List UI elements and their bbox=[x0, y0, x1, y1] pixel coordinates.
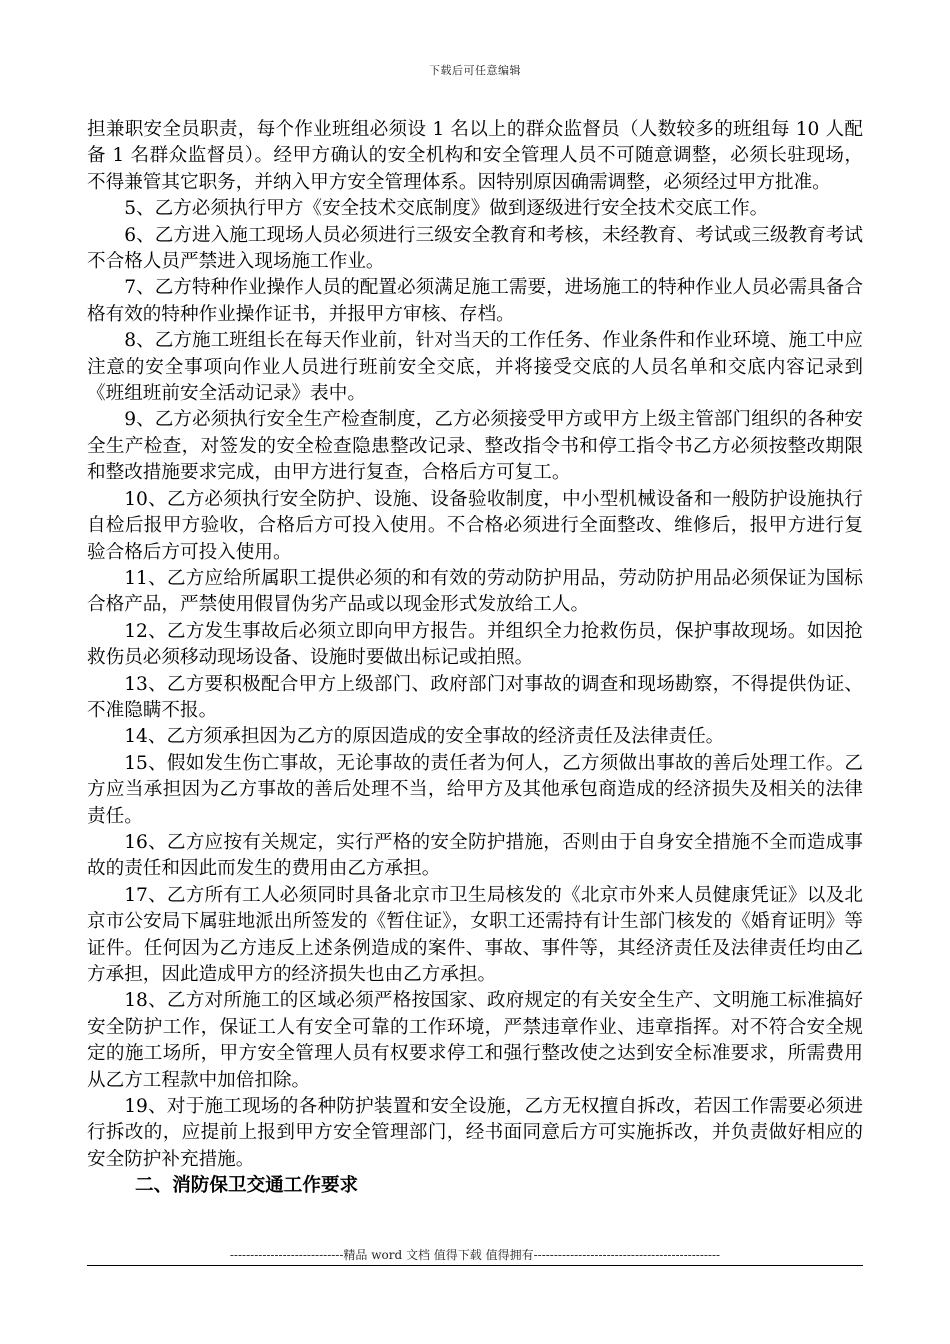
paragraph-item-8: 8、乙方施工班组长在每天作业前，针对当天的工作任务、作业条件和作业环境、施工中应注意的安全事项向作业人员进行班前安全交底，并将接受交底的人员名单和交底内容记录到《班组班前安全活动记录》表中。 bbox=[87, 330, 863, 405]
paragraph-item-14: 14、乙方须承担因为乙方的原因造成的安全事故的经济责任及法律责任。 bbox=[124, 726, 725, 748]
footer-rule bbox=[87, 1265, 863, 1266]
paragraph-item-15: 15、假如发生伤亡事故，无论事故的责任者为何人，乙方须做出事故的善后处理工作。乙方应当承担因为乙方事故的善后处理不当，给甲方及其他承包商造成的经济损失及相关的法律责任。 bbox=[87, 752, 863, 827]
paragraph-item-7: 7、乙方特种作业操作人员的配置必须满足施工需要，进场施工的特种作业人员必需具备合格有效的特种作业操作证书，并报甲方审核、存档。 bbox=[87, 277, 863, 325]
paragraph-item-19: 19、对于施工现场的各种防护装置和安全设施，乙方无权擅自拆改，若因工作需要必须进行拆改的，应提前上报到甲方安全管理部门，经书面同意后方可实施拆改，并负责做好相应的安全防护补充措施。 bbox=[87, 1096, 863, 1170]
paragraph-item-6: 6、乙方进入施工现场人员必须进行三级安全教育和考核，未经教育、考试或三级教育考试不合格人员严禁进入现场施工作业。 bbox=[87, 224, 863, 273]
document-body bbox=[87, 117, 863, 1200]
paragraph-continuation: 担兼职安全员职责，每个作业班组必须设 1 名以上的群众监督员（人数较多的班组每 10 人配备 1 名群众监督员）。经甲方确认的安全机构和安全管理人员不可随意调整，必须长驻现场，不得兼管其它职务，并纳入甲方安全管理体系。因特别原因确需调整，必须经过甲方批准。 bbox=[87, 119, 863, 193]
paragraph-item-12: 12、乙方发生事故后必须立即向甲方报告。并组织全力抢救伤员，保护事故现场。如因抢救伤员必须移动现场设备、设施时要做出标记或拍照。 bbox=[87, 620, 863, 669]
paragraph-item-16: 16、乙方应按有关规定，实行严格的安全防护措施，否则由于自身安全措施不全而造成事故的责任和因此而发生的费用由乙方承担。 bbox=[87, 831, 863, 880]
paragraph-item-5: 5、乙方必须执行甲方《安全技术交底制度》做到逐级进行安全技术交底工作。 bbox=[124, 198, 769, 220]
paragraph-item-9: 9、乙方必须执行安全生产检查制度，乙方必须接受甲方或甲方上级主管部门组织的各种安全生产检查，对签发的安全检查隐患整改记录、整改指令书和停工指令书乙方必须按整改期限和整改措施要求完成，由甲方进行复查，合格后方可复工。 bbox=[87, 409, 863, 484]
paragraph-item-11: 11、乙方应给所属职工提供必须的和有效的劳动防护用品，劳动防护用品必须保证为国标合格产品，严禁使用假冒伪劣产品或以现金形式发放给工人。 bbox=[87, 567, 863, 616]
paragraph-item-10: 10、乙方必须执行安全防护、设施、设备验收制度，中小型机械设备和一般防护设施执行自检后报甲方验收，合格后方可投入使用。不合格必须进行全面整改、维修后，报甲方进行复验合格后方可投入使用。 bbox=[87, 488, 863, 563]
paragraph-item-13: 13、乙方要积极配合甲方上级部门、政府部门对事故的调查和现场勘察，不得提供伪证、不准隐瞒不报。 bbox=[87, 673, 863, 721]
page-footer: ----------------------------精品 word 文档 值得下载 值得拥有---------------------------------------------- bbox=[229, 1248, 721, 1262]
page-header: 下载后可任意编辑 bbox=[429, 64, 521, 77]
section-heading: 二、消防保卫交通工作要求 bbox=[135, 1175, 359, 1197]
paragraph-item-18: 18、乙方对所施工的区域必须严格按国家、政府规定的有关安全生产、文明施工标准搞好安全防护工作，保证工人有安全可靠的工作环境，严禁违章作业、违章指挥。对不符合安全规定的施工场所，甲方安全管理人员有权要求停工和强行整改使之达到安全标准要求，所需费用从乙方工程款中加倍扣除。 bbox=[87, 990, 863, 1091]
paragraph-item-17: 17、乙方所有工人必须同时具备北京市卫生局核发的《北京市外来人员健康凭证》以及北京市公安局下属驻地派出所签发的《暂住证》，女职工还需持有计生部门核发的《婚育证明》等证件。任何因为乙方违反上述条例造成的案件、事故、事件等，其经济责任及法律责任均由乙方承担，因此造成甲方的经济损失也由乙方承担。 bbox=[87, 884, 863, 985]
